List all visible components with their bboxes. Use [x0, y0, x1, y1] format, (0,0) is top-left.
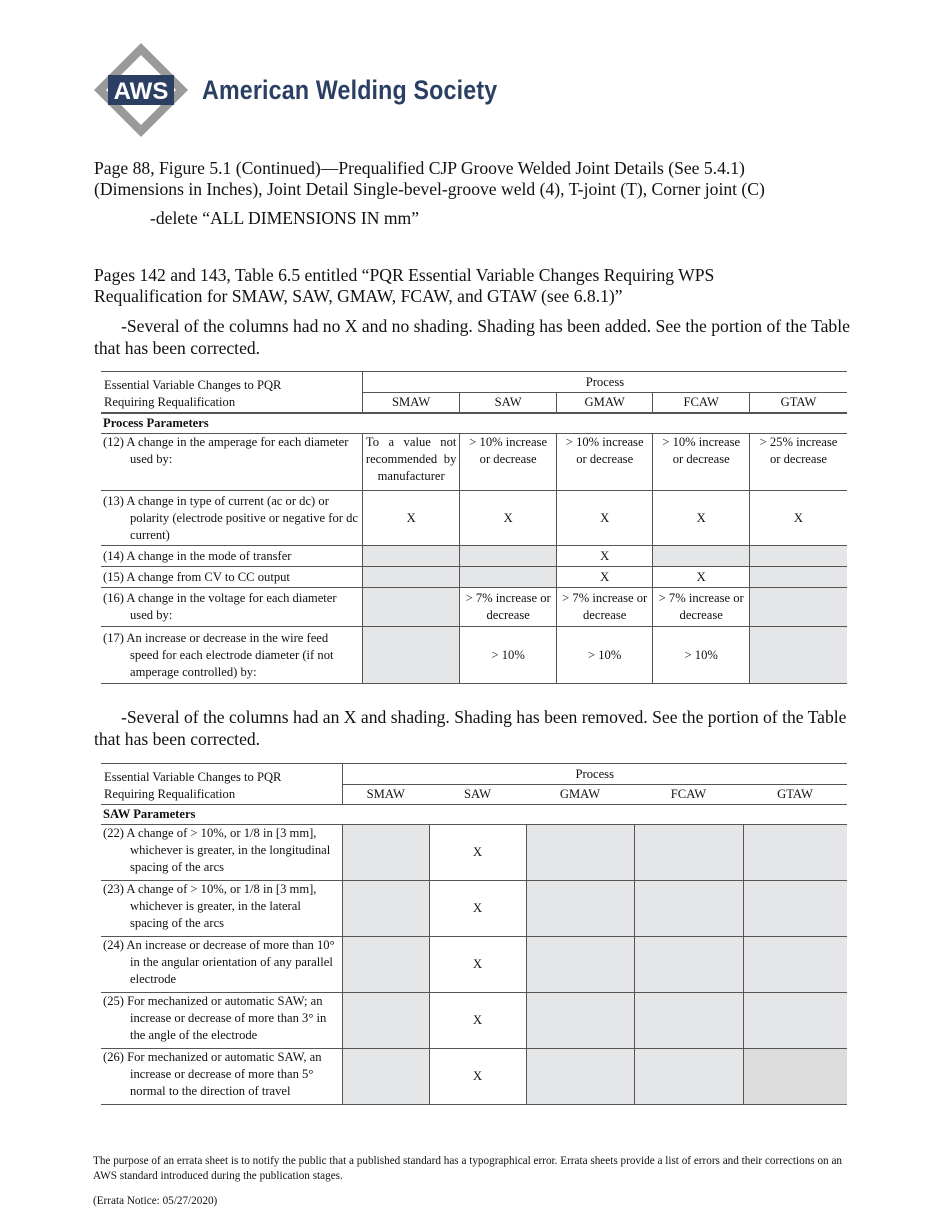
table-cell: X [429, 937, 526, 993]
row-label: (13) A change in type of current (ac or dc) or polarity (electrode positive or negative for dc current) [101, 491, 362, 546]
table1-col-header: GTAW [749, 393, 847, 414]
row-label: (14) A change in the mode of transfer [101, 546, 362, 567]
row-label: (17) An increase or decrease in the wire feed speed for each electrode diameter (if not amperage controlled) by: [101, 627, 362, 684]
table1-col-header: GMAW [556, 393, 653, 414]
table-cell: > 10% [460, 627, 557, 684]
table-cell [362, 546, 460, 567]
item2-heading-line1: Pages 142 and 143, Table 6.5 entitled “PQR Essential Variable Changes Requiring WPS [94, 265, 715, 285]
table-cell [460, 546, 557, 567]
table-cell: X [362, 491, 460, 546]
table-cell [749, 567, 847, 588]
table-cell [749, 627, 847, 684]
table-cell [342, 937, 429, 993]
table1-col-header: SAW [460, 393, 557, 414]
table-cell [743, 993, 847, 1049]
table-cell [526, 993, 634, 1049]
row-label: (25) For mechanized or automatic SAW; an increase or decrease of more than 3° in the angle of the electrode [101, 993, 342, 1049]
table-cell: > 10% increase or decrease [653, 434, 750, 491]
table-cell: > 10% [653, 627, 750, 684]
table-cell [743, 825, 847, 881]
table-cell: X [749, 491, 847, 546]
table-cell [342, 881, 429, 937]
table-cell: X [429, 993, 526, 1049]
table-cell [743, 1049, 847, 1105]
item1-heading-line1: Page 88, Figure 5.1 (Continued)—Prequalified CJP Groove Welded Joint Details (See 5.4.1) [94, 158, 745, 178]
table-row [101, 993, 847, 1049]
table-cell: > 10% increase or decrease [460, 434, 557, 491]
row-label: (16) A change in the voltage for each diameter used by: [101, 588, 362, 627]
table-cell [634, 993, 743, 1049]
table-cell [526, 937, 634, 993]
table-cell [634, 937, 743, 993]
table-cell [634, 825, 743, 881]
table-saw-parameters [101, 763, 847, 1105]
item2-heading [94, 265, 714, 307]
table-cell [749, 588, 847, 627]
table1-process-header: Process [362, 372, 847, 393]
table-row [101, 434, 847, 491]
table-row [101, 567, 847, 588]
table-cell: > 10% increase or decrease [556, 434, 653, 491]
table1-header-left: Essential Variable Changes to PQR Requiring Requalification [101, 372, 362, 414]
table-cell: > 10% [556, 627, 653, 684]
table-cell [743, 881, 847, 937]
table-cell: > 7% increase or decrease [556, 588, 653, 627]
item1-heading [94, 158, 765, 200]
table2-col-header: SMAW [342, 785, 429, 805]
table-row [101, 491, 847, 546]
table-cell [526, 825, 634, 881]
table2-col-header: FCAW [634, 785, 743, 805]
table2-process-header: Process [342, 764, 847, 785]
table-cell [342, 1049, 429, 1105]
item1-instruction: -delete “ALL DIMENSIONS IN mm” [150, 208, 420, 228]
footer-purpose: The purpose of an errata sheet is to notify the public that a published standard has a typographical error. Errata sheets provide a list of errors and their corrections on an AWS standard introduced during the publication stages. [93, 1155, 842, 1182]
table2-col-header: GMAW [526, 785, 634, 805]
table1-section-title: Process Parameters [101, 413, 847, 434]
table-cell: X [556, 491, 653, 546]
table-cell [342, 825, 429, 881]
table-cell [342, 993, 429, 1049]
footer-notice: (Errata Notice: 05/27/2020) [93, 1195, 218, 1207]
item2-note2: -Several of the columns had an X and shading. Shading has been removed. See the portion of the Table that has been corrected. [94, 707, 847, 749]
table-process-parameters [101, 371, 847, 684]
table-cell: > 7% increase or decrease [460, 588, 557, 627]
table-cell [460, 567, 557, 588]
table-row [101, 588, 847, 627]
table2-section-title: SAW Parameters [101, 805, 847, 825]
aws-diamond-icon [92, 41, 190, 139]
table-cell [526, 1049, 634, 1105]
table1-col-header: SMAW [362, 393, 460, 414]
table-cell [634, 881, 743, 937]
table-cell: X [429, 1049, 526, 1105]
table2-col-header: GTAW [743, 785, 847, 805]
table-cell [749, 546, 847, 567]
table-cell [634, 1049, 743, 1105]
table-cell [362, 588, 460, 627]
table-cell [362, 627, 460, 684]
table2-header-left: Essential Variable Changes to PQR Requiring Requalification [101, 764, 342, 805]
item1-heading-line2: (Dimensions in Inches), Joint Detail Single-bevel-groove weld (4), T-joint (T), Corner joint (C) [94, 179, 765, 199]
table-cell [743, 937, 847, 993]
table-row [101, 1049, 847, 1105]
row-label: (23) A change of > 10%, or 1/8 in [3 mm], whichever is greater, in the lateral spacing of the arcs [101, 881, 342, 937]
table-cell: X [653, 491, 750, 546]
table-row [101, 825, 847, 881]
table-cell [362, 567, 460, 588]
row-label: (15) A change from CV to CC output [101, 567, 362, 588]
item2-heading-line2: Requalification for SMAW, SAW, GMAW, FCAW, and GTAW (see 6.8.1)” [94, 286, 623, 306]
row-label: (22) A change of > 10%, or 1/8 in [3 mm], whichever is greater, in the longitudinal spacing of the arcs [101, 825, 342, 881]
item2-note1: -Several of the columns had no X and no shading. Shading has been added. See the portion of the Table that has been corrected. [94, 316, 850, 358]
table-cell: X [556, 546, 653, 567]
table-cell: > 25% increase or decrease [749, 434, 847, 491]
table1-col-header: FCAW [653, 393, 750, 414]
table-cell: X [429, 825, 526, 881]
table-cell: To a value not recommended by manufacturer [362, 434, 460, 491]
aws-logo [92, 42, 545, 138]
table-cell [526, 881, 634, 937]
table2-col-header: SAW [429, 785, 526, 805]
table-row [101, 881, 847, 937]
table-row [101, 937, 847, 993]
table-cell: X [429, 881, 526, 937]
row-label: (24) An increase or decrease of more than 10° in the angular orientation of any parallel electrode [101, 937, 342, 993]
table-cell: > 7% increase or decrease [653, 588, 750, 627]
logo-mark-text: AWS [113, 78, 169, 105]
table-cell: X [556, 567, 653, 588]
table-row [101, 627, 847, 684]
org-name: American Welding Society [202, 74, 498, 105]
row-label: (12) A change in the amperage for each diameter used by: [101, 434, 362, 491]
row-label: (26) For mechanized or automatic SAW, an increase or decrease of more than 5° normal to the direction of travel [101, 1049, 342, 1105]
table-cell: X [653, 567, 750, 588]
table-cell: X [460, 491, 557, 546]
table-cell [653, 546, 750, 567]
table-row [101, 546, 847, 567]
